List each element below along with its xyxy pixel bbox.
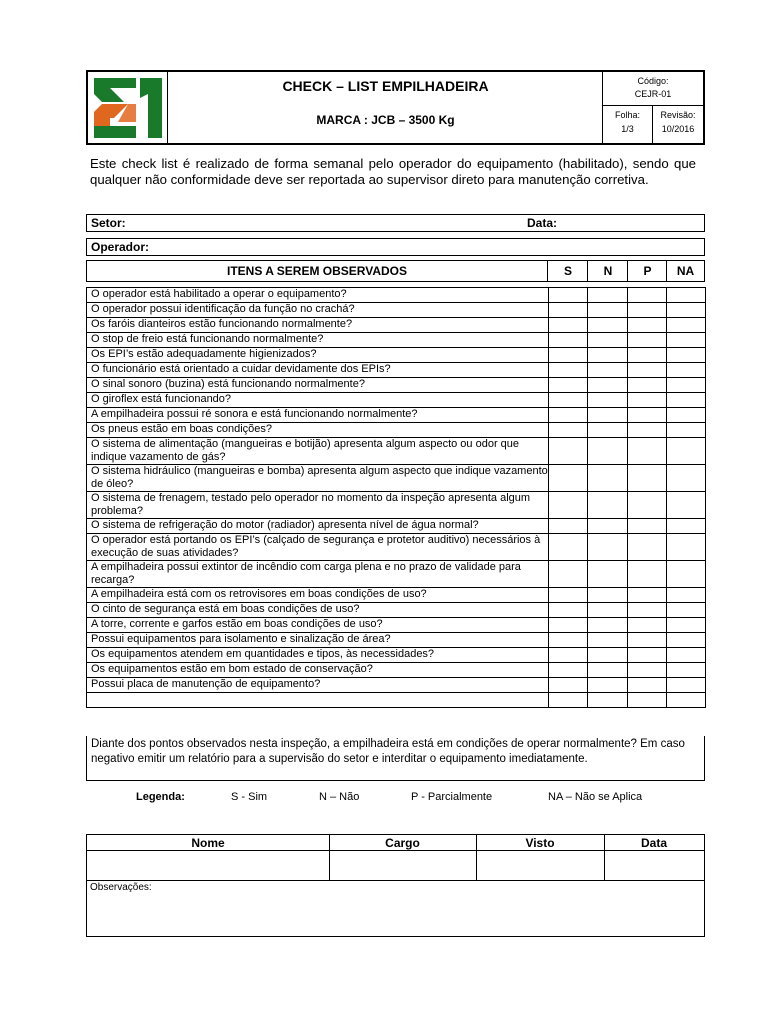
check-cell-p[interactable] <box>628 393 667 408</box>
check-cell-p[interactable] <box>628 303 667 318</box>
check-cell-na[interactable] <box>667 534 706 561</box>
check-cell-n[interactable] <box>588 678 628 693</box>
check-cell-s[interactable] <box>549 288 588 303</box>
intro-paragraph: Este check list é realizado de forma semanal pelo operador do equipamento (habilitado), sendo que qualquer não conformidade deve ser reportada ao supervisor direto para manutenção corretiva. <box>90 156 696 187</box>
table-row <box>87 534 706 561</box>
check-cell-na[interactable] <box>667 378 706 393</box>
table-row <box>87 333 706 348</box>
document-header <box>86 70 705 145</box>
title-box <box>168 72 603 143</box>
check-cell-n[interactable] <box>588 378 628 393</box>
check-cell-na[interactable] <box>667 465 706 492</box>
check-cell-p[interactable] <box>628 663 667 678</box>
check-cell-na[interactable] <box>667 618 706 633</box>
check-cell-na[interactable] <box>667 492 706 519</box>
check-cell-n[interactable] <box>588 633 628 648</box>
table-row <box>87 363 706 378</box>
check-cell-na[interactable] <box>667 693 706 708</box>
sig-header-data: Data <box>640 836 667 850</box>
col-header-s: S <box>547 261 588 281</box>
check-cell-p[interactable] <box>628 561 667 588</box>
check-cell-p[interactable] <box>628 378 667 393</box>
check-cell-n[interactable] <box>588 663 628 678</box>
check-cell-p[interactable] <box>628 492 667 519</box>
check-cell-n[interactable] <box>588 408 628 423</box>
check-cell-na[interactable] <box>667 348 706 363</box>
sig-input-cargo[interactable] <box>330 851 476 880</box>
sector-date-field[interactable] <box>86 214 705 232</box>
check-cell-n[interactable] <box>588 519 628 534</box>
item-text: O sistema de alimentação (mangueiras e botijão) apresenta algum aspecto ou odor que indique vazamento de gás? <box>87 438 549 465</box>
operator-field[interactable] <box>86 238 705 256</box>
table-row <box>87 678 706 693</box>
check-cell-s[interactable] <box>549 465 588 492</box>
code-value: CEJR-01 <box>634 89 672 99</box>
legend-parcial: P - Parcialmente <box>411 791 493 803</box>
table-row <box>87 618 706 633</box>
table-row <box>87 561 706 588</box>
check-cell-p[interactable] <box>628 423 667 438</box>
table-row <box>87 603 706 618</box>
check-cell-n[interactable] <box>588 393 628 408</box>
check-cell-na[interactable] <box>667 423 706 438</box>
legend-nao-aplica: NA – Não se Aplica <box>548 791 643 803</box>
check-cell-na[interactable] <box>667 408 706 423</box>
check-cell-s[interactable] <box>549 363 588 378</box>
check-cell-p[interactable] <box>628 465 667 492</box>
item-text: Os equipamentos estão em bom estado de conservação? <box>87 663 549 678</box>
table-row <box>87 378 706 393</box>
sheet-box <box>603 106 653 143</box>
check-cell-s[interactable] <box>549 333 588 348</box>
table-row <box>87 588 706 603</box>
check-cell-n[interactable] <box>588 534 628 561</box>
check-cell-na[interactable] <box>667 648 706 663</box>
sig-input-nome[interactable] <box>87 851 329 880</box>
check-cell-p[interactable] <box>628 519 667 534</box>
sig-divider <box>87 880 704 881</box>
check-cell-s[interactable] <box>549 393 588 408</box>
sig-header-cargo: Cargo <box>385 836 420 850</box>
check-cell-p[interactable] <box>628 588 667 603</box>
check-cell-s[interactable] <box>549 663 588 678</box>
company-logo <box>88 72 168 143</box>
item-text: Possui equipamentos para isolamento e sinalização de área? <box>87 633 549 648</box>
table-row <box>87 633 706 648</box>
check-cell-p[interactable] <box>628 693 667 708</box>
check-cell-s[interactable] <box>549 633 588 648</box>
check-cell-p[interactable] <box>628 348 667 363</box>
table-row <box>87 393 706 408</box>
check-cell-p[interactable] <box>628 633 667 648</box>
code-box <box>603 72 703 106</box>
item-text: O stop de freio está funcionando normalmente? <box>87 333 549 348</box>
item-text: Os EPI’s estão adequadamente higienizados? <box>87 348 549 363</box>
table-row <box>87 303 706 318</box>
legend-nao: N – Não <box>319 791 360 803</box>
sig-header-nome: Nome <box>191 836 225 850</box>
check-cell-na[interactable] <box>667 603 706 618</box>
check-cell-p[interactable] <box>628 408 667 423</box>
check-cell-na[interactable] <box>667 318 706 333</box>
col-header-n: N <box>587 261 628 281</box>
sheet-value: 1/3 <box>621 124 634 134</box>
table-row <box>87 438 706 465</box>
items-header <box>86 260 705 282</box>
check-cell-na[interactable] <box>667 438 706 465</box>
check-cell-p[interactable] <box>628 318 667 333</box>
check-cell-s[interactable] <box>549 348 588 363</box>
check-cell-n[interactable] <box>588 492 628 519</box>
check-cell-s[interactable] <box>549 693 588 708</box>
check-cell-na[interactable] <box>667 588 706 603</box>
check-cell-s[interactable] <box>549 678 588 693</box>
signature-block <box>86 834 705 937</box>
check-cell-n[interactable] <box>588 333 628 348</box>
table-row <box>87 519 706 534</box>
item-text: Os pneus estão em boas condições? <box>87 423 549 438</box>
item-text: O sinal sonoro (buzina) está funcionando normalmente? <box>87 378 549 393</box>
table-row <box>87 465 706 492</box>
check-cell-na[interactable] <box>667 363 706 378</box>
date-label: Data: <box>527 216 558 230</box>
check-cell-n[interactable] <box>588 348 628 363</box>
table-row <box>87 348 706 363</box>
code-label: Código: <box>637 76 669 86</box>
table-row <box>87 423 706 438</box>
legend-label: Legenda: <box>136 791 185 803</box>
item-text: A torre, corrente e garfos estão em boas condições de uso? <box>87 618 549 633</box>
check-cell-na[interactable] <box>667 303 706 318</box>
check-cell-na[interactable] <box>667 678 706 693</box>
check-cell-na[interactable] <box>667 633 706 648</box>
check-cell-p[interactable] <box>628 618 667 633</box>
check-cell-na[interactable] <box>667 663 706 678</box>
check-cell-p[interactable] <box>628 288 667 303</box>
checklist-table <box>86 287 706 708</box>
item-text: O operador está habilitado a operar o equipamento? <box>87 288 549 303</box>
sig-header-visto: Visto <box>525 836 555 850</box>
col-header-p: P <box>627 261 667 281</box>
sig-input-visto[interactable] <box>477 851 604 880</box>
checklist-body <box>87 288 706 708</box>
check-cell-n[interactable] <box>588 588 628 603</box>
item-text: O funcionário está orientado a cuidar devidamente dos EPIs? <box>87 363 549 378</box>
table-row <box>87 648 706 663</box>
document-title: CHECK – LIST EMPILHADEIRA <box>282 78 489 94</box>
check-cell-n[interactable] <box>588 438 628 465</box>
check-cell-na[interactable] <box>667 561 706 588</box>
check-cell-s[interactable] <box>549 438 588 465</box>
check-cell-s[interactable] <box>549 519 588 534</box>
check-cell-s[interactable] <box>549 408 588 423</box>
check-cell-p[interactable] <box>628 363 667 378</box>
check-cell-n[interactable] <box>588 318 628 333</box>
operator-label: Operador: <box>91 240 150 254</box>
item-text: Os equipamentos atendem em quantidades e tipos, às necessidades? <box>87 648 549 663</box>
revision-value: 10/2016 <box>661 124 695 134</box>
item-text: O sistema hidráulico (mangueiras e bomba) apresenta algum aspecto que indique vazamento de óleo? <box>87 465 549 492</box>
item-text: O giroflex está funcionando? <box>87 393 549 408</box>
item-text: A empilhadeira está com os retrovisores em boas condições de uso? <box>87 588 549 603</box>
item-text: A empilhadeira possui extintor de incêndio com carga plena e no prazo de validade para recarga? <box>87 561 549 588</box>
check-cell-n[interactable] <box>588 603 628 618</box>
col-header-na: NA <box>666 261 704 281</box>
logo-graphic <box>88 72 168 143</box>
item-text: O sistema de refrigeração do motor (radiador) apresenta nível de água normal? <box>87 519 549 534</box>
check-cell-n[interactable] <box>588 561 628 588</box>
revision-label: Revisão: <box>660 110 696 120</box>
table-row <box>87 693 706 708</box>
check-cell-n[interactable] <box>588 648 628 663</box>
check-cell-s[interactable] <box>549 318 588 333</box>
conclusion-text: Diante dos pontos observados nesta inspeção, a empilhadeira está em condições de operar normalmente? Em caso negativo emitir um relatório para a supervisão do setor e interditar o equipamento imediatamente. <box>86 736 705 781</box>
check-cell-n[interactable] <box>588 423 628 438</box>
table-row <box>87 318 706 333</box>
check-cell-s[interactable] <box>549 603 588 618</box>
item-text <box>87 693 549 708</box>
item-text: O operador está portando os EPI’s (calçado de segurança e protetor auditivo) necessários à execução de suas atividades? <box>87 534 549 561</box>
check-cell-na[interactable] <box>667 519 706 534</box>
table-row <box>87 663 706 678</box>
check-cell-s[interactable] <box>549 618 588 633</box>
legend <box>86 791 705 807</box>
table-row <box>87 408 706 423</box>
check-cell-na[interactable] <box>667 333 706 348</box>
sector-label: Setor: <box>91 216 126 230</box>
sheet-label: Folha: <box>614 110 640 120</box>
check-cell-na[interactable] <box>667 288 706 303</box>
table-row <box>87 288 706 303</box>
check-cell-p[interactable] <box>628 534 667 561</box>
sig-input-data[interactable] <box>605 851 704 880</box>
check-cell-s[interactable] <box>549 648 588 663</box>
table-row <box>87 492 706 519</box>
items-header-title: ITENS A SEREM OBSERVADOS <box>226 264 408 278</box>
check-cell-s[interactable] <box>549 492 588 519</box>
check-cell-s[interactable] <box>549 561 588 588</box>
check-cell-s[interactable] <box>549 378 588 393</box>
brand-model: MARCA : JCB – 3500 Kg <box>316 113 455 127</box>
check-cell-p[interactable] <box>628 438 667 465</box>
check-cell-n[interactable] <box>588 693 628 708</box>
check-cell-n[interactable] <box>588 303 628 318</box>
check-cell-p[interactable] <box>628 678 667 693</box>
revision-box <box>653 106 703 143</box>
observations-label: Observações: <box>90 882 152 893</box>
item-text: Os faróis dianteiros estão funcionando normalmente? <box>87 318 549 333</box>
item-text: O cinto de segurança está em boas condições de uso? <box>87 603 549 618</box>
check-cell-s[interactable] <box>549 534 588 561</box>
check-cell-p[interactable] <box>628 603 667 618</box>
check-cell-n[interactable] <box>588 288 628 303</box>
legend-sim: S - Sim <box>231 791 268 803</box>
check-cell-n[interactable] <box>588 363 628 378</box>
check-cell-s[interactable] <box>549 588 588 603</box>
check-cell-s[interactable] <box>549 423 588 438</box>
check-cell-n[interactable] <box>588 465 628 492</box>
item-text: Possui placa de manutenção de equipamento? <box>87 678 549 693</box>
check-cell-s[interactable] <box>549 303 588 318</box>
check-cell-n[interactable] <box>588 618 628 633</box>
item-text: O operador possui identificação da função no crachá? <box>87 303 549 318</box>
item-text: O sistema de frenagem, testado pelo operador no momento da inspeção apresenta algum problema? <box>87 492 549 519</box>
item-text: A empilhadeira possui ré sonora e está funcionando normalmente? <box>87 408 549 423</box>
check-cell-p[interactable] <box>628 648 667 663</box>
check-cell-p[interactable] <box>628 333 667 348</box>
check-cell-na[interactable] <box>667 393 706 408</box>
